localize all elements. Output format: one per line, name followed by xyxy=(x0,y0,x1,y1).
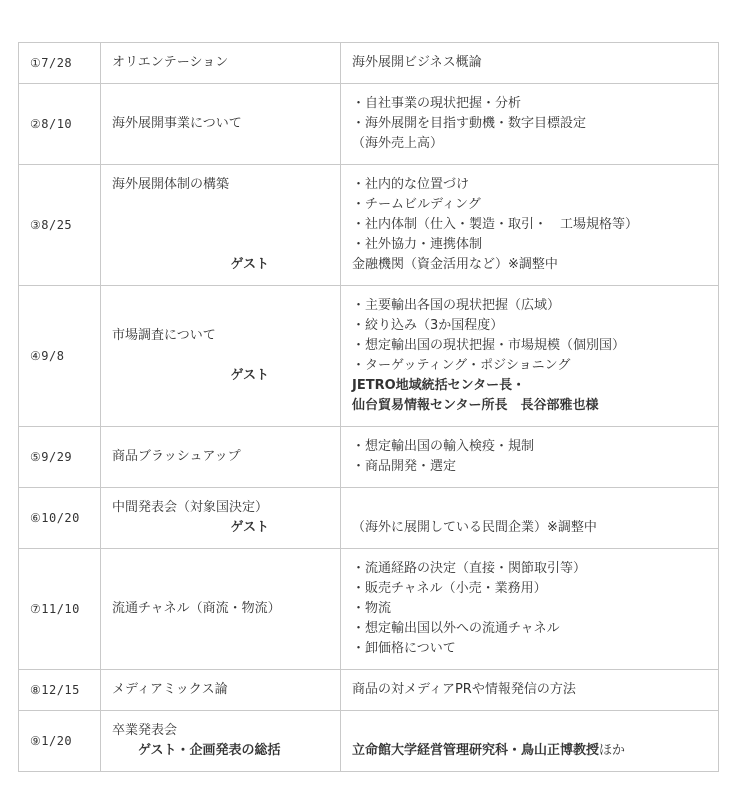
content-text: ・チームビルディング xyxy=(352,197,481,212)
schedule-row xyxy=(19,43,719,84)
content-line xyxy=(352,114,707,134)
content-line xyxy=(352,721,707,741)
content-line xyxy=(352,741,707,761)
session-content-cell xyxy=(341,286,719,427)
content-line xyxy=(352,680,707,700)
content-text: JETRO地域統括センター長・ xyxy=(352,378,526,393)
content-text: ・絞り込み（3か国程度） xyxy=(352,318,504,333)
session-content-cell xyxy=(341,84,719,165)
content-text: 立命館大学経営管理研究科・鳥山正博教授 xyxy=(352,743,600,758)
content-line xyxy=(352,599,707,619)
seminar-schedule-table xyxy=(18,42,719,772)
session-topic-cell xyxy=(101,488,341,549)
guest-label: ゲスト xyxy=(230,257,269,272)
session-topic: 卒業発表会 xyxy=(112,723,178,738)
content-line xyxy=(352,336,707,356)
session-topic: オリエンテーション xyxy=(112,55,229,70)
content-text: （海外に展開している民間企業）※調整中 xyxy=(352,520,597,535)
session-content-cell xyxy=(341,670,719,711)
content-line xyxy=(352,94,707,114)
content-line xyxy=(352,255,707,275)
content-text: ・想定輸出国の輸入検疫・規制 xyxy=(352,439,535,454)
content-line xyxy=(352,437,707,457)
session-date: ②8/10 xyxy=(19,84,101,165)
content-line xyxy=(352,235,707,255)
content-line xyxy=(352,619,707,639)
session-topic: 中間発表会（対象国決定） xyxy=(112,500,269,515)
content-text: ・卸価格について xyxy=(352,641,456,656)
content-text: 海外展開ビジネス概論 xyxy=(352,55,482,70)
content-line xyxy=(352,215,707,235)
session-date: ⑦11/10 xyxy=(19,549,101,670)
session-topic: メディアミックス論 xyxy=(112,682,228,697)
session-content-cell xyxy=(341,488,719,549)
content-line xyxy=(352,134,707,154)
session-topic-cell xyxy=(101,427,341,488)
session-topic-cell xyxy=(101,43,341,84)
content-line xyxy=(352,376,707,396)
schedule-row xyxy=(19,165,719,286)
session-content-cell xyxy=(341,43,719,84)
content-line xyxy=(352,579,707,599)
session-date: ①7/28 xyxy=(19,43,101,84)
schedule-row xyxy=(19,549,719,670)
content-line xyxy=(352,195,707,215)
session-content-cell xyxy=(341,165,719,286)
content-line xyxy=(352,53,707,73)
content-text: ・海外展開を目指す動機・数字目標設定 xyxy=(352,116,587,131)
session-content-cell xyxy=(341,549,719,670)
session-topic: 流通チャネル（商流・物流） xyxy=(112,601,281,616)
schedule-row xyxy=(19,488,719,549)
session-date: ⑧12/15 xyxy=(19,670,101,711)
content-line xyxy=(352,316,707,336)
content-suffix: ほか xyxy=(599,743,626,758)
content-text: 商品の対メディアPRや情報発信の方法 xyxy=(352,682,576,697)
guest-label: ゲスト・企画発表の総括 xyxy=(138,743,281,758)
session-topic-cell xyxy=(101,286,341,427)
session-topic-cell xyxy=(101,670,341,711)
schedule-row xyxy=(19,286,719,427)
content-text: ・社内体制（仕入・製造・取引・ 工場規格等） xyxy=(352,217,639,232)
content-text: ・社外協力・連携体制 xyxy=(352,237,483,252)
content-line xyxy=(352,639,707,659)
content-line xyxy=(352,498,707,518)
content-text: ・販売チャネル（小売・業務用） xyxy=(352,581,547,596)
content-text: ・社内的な位置づけ xyxy=(352,177,470,192)
content-text: ・商品開発・選定 xyxy=(352,459,457,474)
session-date: ③8/25 xyxy=(19,165,101,286)
session-date: ⑤9/29 xyxy=(19,427,101,488)
session-topic-cell xyxy=(101,549,341,670)
session-date: ④9/8 xyxy=(19,286,101,427)
session-topic-cell xyxy=(101,165,341,286)
content-text: 仙台貿易情報センター所長 長谷部雅也様 xyxy=(352,398,599,413)
content-text: ・想定輸出国以外への流通チャネル xyxy=(352,621,560,636)
session-content-cell xyxy=(341,427,719,488)
content-text: 金融機関（資金活用など）※調整中 xyxy=(352,257,558,272)
content-line xyxy=(352,296,707,316)
content-line xyxy=(352,559,707,579)
content-text: ・主要輸出各国の現状把握（広域） xyxy=(352,298,561,313)
content-line xyxy=(352,457,707,477)
content-text: ・自社事業の現状把握・分析 xyxy=(352,96,522,111)
session-topic: 海外展開体制の構築 xyxy=(112,177,230,192)
content-text: ・物流 xyxy=(352,601,392,616)
session-date: ⑨1/20 xyxy=(19,711,101,772)
session-date: ⑥10/20 xyxy=(19,488,101,549)
content-text: ・流通経路の決定（直接・関節取引等） xyxy=(352,561,587,576)
content-text: ・想定輸出国の現状把握・市場規模（個別国） xyxy=(352,338,626,353)
schedule-row xyxy=(19,711,719,772)
schedule-row xyxy=(19,84,719,165)
session-topic: 海外展開事業について xyxy=(112,116,242,131)
schedule-row xyxy=(19,670,719,711)
session-content-cell xyxy=(341,711,719,772)
guest-label: ゲスト xyxy=(230,520,269,535)
guest-label: ゲスト xyxy=(230,368,269,383)
session-topic: 市場調査について xyxy=(112,328,216,343)
session-topic: 商品ブラッシュアップ xyxy=(112,449,241,464)
content-text: ・ターゲッティング・ポジショニング xyxy=(352,358,571,373)
content-line xyxy=(352,356,707,376)
schedule-row xyxy=(19,427,719,488)
schedule-body xyxy=(19,43,719,772)
content-line xyxy=(352,396,707,416)
content-text: （海外売上高） xyxy=(352,136,444,151)
content-line xyxy=(352,175,707,195)
session-topic-cell xyxy=(101,84,341,165)
content-line xyxy=(352,518,707,538)
session-topic-cell xyxy=(101,711,341,772)
